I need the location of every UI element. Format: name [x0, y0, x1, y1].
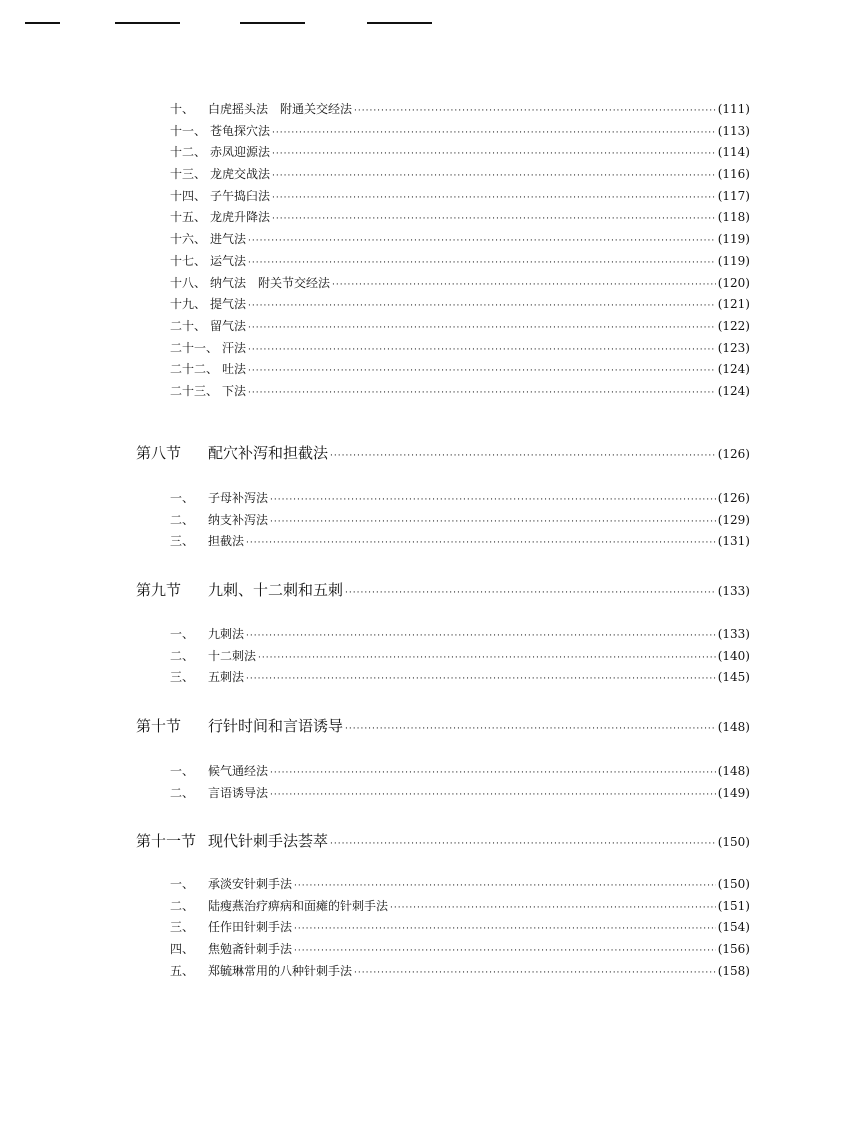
entry-number: 二十、 [170, 318, 207, 333]
toc-entry [0, 187, 866, 209]
leader-dots [246, 538, 716, 548]
page-number: (126) [717, 491, 750, 505]
section-heading [0, 715, 866, 739]
entry-title: 留气法 [210, 318, 247, 333]
leader-dots [345, 588, 716, 598]
leader-dots [272, 171, 716, 181]
toc-entry [0, 382, 866, 404]
toc-entry [0, 940, 866, 962]
entry-number: 三、 [170, 920, 195, 935]
toc-section [0, 830, 866, 854]
entry-title: 九刺法 [208, 627, 245, 641]
entry-title: 纳气法 附关节交经法 [210, 275, 331, 290]
entry-title: 陆瘦燕治疗痹病和面瘫的针刺手法 [208, 898, 389, 913]
toc-entry [0, 230, 866, 252]
page-number: (148) [717, 764, 750, 778]
toc-entry [0, 668, 866, 690]
page-number: (133) [717, 627, 750, 641]
header-rule [115, 22, 180, 24]
page-number: (116) [717, 167, 750, 182]
toc-entry [0, 295, 866, 317]
entry-number: 二、 [170, 648, 195, 663]
page-number: (124) [717, 362, 750, 377]
page-number: (121) [717, 297, 750, 312]
entry-number: 十三、 [170, 167, 207, 182]
toc-entry [0, 511, 866, 533]
entry-title: 龙虎升降法 [210, 210, 271, 225]
leader-dots [294, 946, 716, 956]
leader-dots [294, 881, 716, 891]
entry-number: 二、 [170, 785, 195, 800]
page-number: (111) [717, 102, 750, 116]
leader-dots [248, 236, 716, 246]
entry-number: 十二、 [170, 145, 207, 160]
entry-number: 十九、 [170, 297, 207, 312]
toc-entry [0, 532, 866, 554]
toc-entry [0, 143, 866, 165]
entry-number: 第十节 [136, 717, 182, 735]
toc-sublist [0, 875, 866, 983]
page-number: (133) [717, 584, 750, 598]
entry-title: 苍龟探穴法 [210, 123, 271, 138]
section-heading [0, 442, 866, 466]
section-heading [0, 830, 866, 854]
leader-dots [354, 106, 716, 116]
toc-entry [0, 625, 866, 647]
entry-number: 二、 [170, 512, 195, 527]
toc-entry [0, 122, 866, 144]
toc-entry [0, 165, 866, 187]
entry-number: 四、 [170, 942, 195, 957]
page-number: (150) [717, 835, 750, 849]
toc-sublist [0, 762, 866, 805]
toc-entry [0, 897, 866, 919]
entry-number: 一、 [170, 764, 195, 778]
page-number: (114) [717, 145, 750, 160]
toc-section [0, 715, 866, 739]
entry-number: 第八节 [136, 444, 182, 462]
leader-dots [345, 724, 716, 734]
entry-title: 运气法 [210, 253, 247, 268]
header-rule [25, 22, 60, 24]
entry-title: 九刺、十二刺和五刺 [208, 581, 344, 599]
toc-sublist [0, 625, 866, 690]
toc-entry [0, 317, 866, 339]
page-number: (113) [717, 123, 750, 138]
page-number: (122) [717, 318, 750, 333]
entry-number: 一、 [170, 491, 195, 505]
leader-dots [272, 128, 716, 138]
page-number: (120) [717, 275, 750, 290]
entry-title: 担截法 [208, 534, 245, 549]
entry-title: 提气法 [210, 297, 247, 312]
entry-title: 龙虎交战法 [210, 167, 271, 182]
page-number: (124) [717, 383, 750, 398]
leader-dots [330, 839, 716, 849]
entry-number: 第十一节 [136, 832, 197, 850]
entry-number: 三、 [170, 670, 195, 685]
leader-dots [258, 653, 716, 663]
toc-entry [0, 962, 866, 984]
entry-number: 十、 [170, 102, 195, 116]
leader-dots [246, 674, 716, 684]
leader-dots [248, 258, 716, 268]
entry-title: 下法 [222, 383, 247, 398]
toc-entry [0, 339, 866, 361]
toc-entry [0, 762, 866, 784]
entry-number: 十一、 [170, 123, 207, 138]
page-number: (123) [717, 340, 750, 355]
entry-title: 承淡安针刺手法 [208, 877, 293, 891]
leader-dots [330, 451, 716, 461]
page-number: (119) [717, 232, 750, 247]
toc-entry [0, 489, 866, 511]
leader-dots [272, 214, 716, 224]
entry-title: 子母补泻法 [208, 491, 269, 505]
header-rule [240, 22, 305, 24]
page-number: (156) [717, 942, 750, 957]
entry-number: 十五、 [170, 210, 207, 225]
toc-sublist [0, 489, 866, 554]
page-number: (119) [717, 253, 750, 268]
toc-entry [0, 918, 866, 940]
entry-number: 十七、 [170, 253, 207, 268]
page-number: (148) [717, 720, 750, 734]
page-number: (150) [717, 877, 750, 891]
entry-number: 二十一、 [170, 340, 219, 355]
leader-dots [332, 280, 716, 290]
entry-number: 第九节 [136, 581, 182, 599]
leader-dots [272, 149, 716, 159]
toc-section [0, 579, 866, 603]
entry-title: 言语诱导法 [208, 785, 269, 800]
toc-section [0, 442, 866, 466]
toc-entry [0, 274, 866, 296]
entry-number: 五、 [170, 963, 195, 978]
entry-title: 任作田针刺手法 [208, 920, 293, 935]
leader-dots [248, 323, 716, 333]
entry-title: 白虎摇头法 附通关交经法 [208, 102, 353, 116]
toc-entry [0, 208, 866, 230]
leader-dots [270, 790, 716, 800]
entry-title: 配穴补泻和担截法 [208, 444, 329, 462]
page-number: (140) [717, 648, 750, 663]
leader-dots [270, 768, 716, 778]
entry-number: 二、 [170, 898, 195, 913]
entry-number: 一、 [170, 627, 195, 641]
entry-title: 赤凤迎源法 [210, 145, 271, 160]
page-number: (154) [717, 920, 750, 935]
entry-number: 十八、 [170, 275, 207, 290]
entry-number: 三、 [170, 534, 195, 549]
toc-entry [0, 100, 866, 122]
leader-dots [246, 631, 716, 641]
entry-title: 纳支补泻法 [208, 512, 269, 527]
section-heading [0, 579, 866, 603]
entry-title: 五刺法 [208, 670, 245, 685]
entry-title: 汗法 [222, 340, 247, 355]
entry-number: 一、 [170, 877, 195, 891]
toc-entry [0, 252, 866, 274]
page-number: (149) [717, 785, 750, 800]
page-number: (145) [717, 670, 750, 685]
entry-title: 焦勉斋针刺手法 [208, 942, 293, 957]
toc-entry [0, 784, 866, 806]
leader-dots [248, 345, 716, 355]
entry-title: 行针时间和言语诱导 [208, 717, 344, 735]
entry-title: 十二刺法 [208, 648, 257, 663]
entry-title: 候气通经法 [208, 764, 269, 778]
toc-entry [0, 360, 866, 382]
leader-dots [248, 366, 716, 376]
leader-dots [390, 903, 716, 913]
toc-entry [0, 875, 866, 897]
entry-title: 进气法 [210, 232, 247, 247]
page-number: (126) [717, 447, 750, 461]
page-number: (158) [717, 963, 750, 978]
entry-title: 郑毓琳常用的八种针刺手法 [208, 963, 353, 978]
toc-list [0, 100, 866, 404]
entry-title: 子午捣臼法 [210, 188, 271, 203]
leader-dots [354, 968, 716, 978]
leader-dots [272, 193, 716, 203]
leader-dots [270, 517, 716, 527]
page-number: (131) [717, 534, 750, 549]
entry-number: 十六、 [170, 232, 207, 247]
entry-number: 二十二、 [170, 362, 219, 377]
page-number: (118) [717, 210, 750, 225]
entry-number: 十四、 [170, 188, 207, 203]
page-number: (117) [717, 188, 750, 203]
page-number: (151) [717, 898, 750, 913]
entry-number: 二十三、 [170, 383, 219, 398]
leader-dots [248, 388, 716, 398]
page-number: (129) [717, 512, 750, 527]
entry-title: 现代针刺手法荟萃 [208, 832, 329, 850]
leader-dots [248, 301, 716, 311]
toc-entry [0, 647, 866, 669]
header-rule [367, 22, 432, 24]
entry-title: 吐法 [222, 362, 247, 377]
leader-dots [270, 495, 716, 505]
leader-dots [294, 924, 716, 934]
